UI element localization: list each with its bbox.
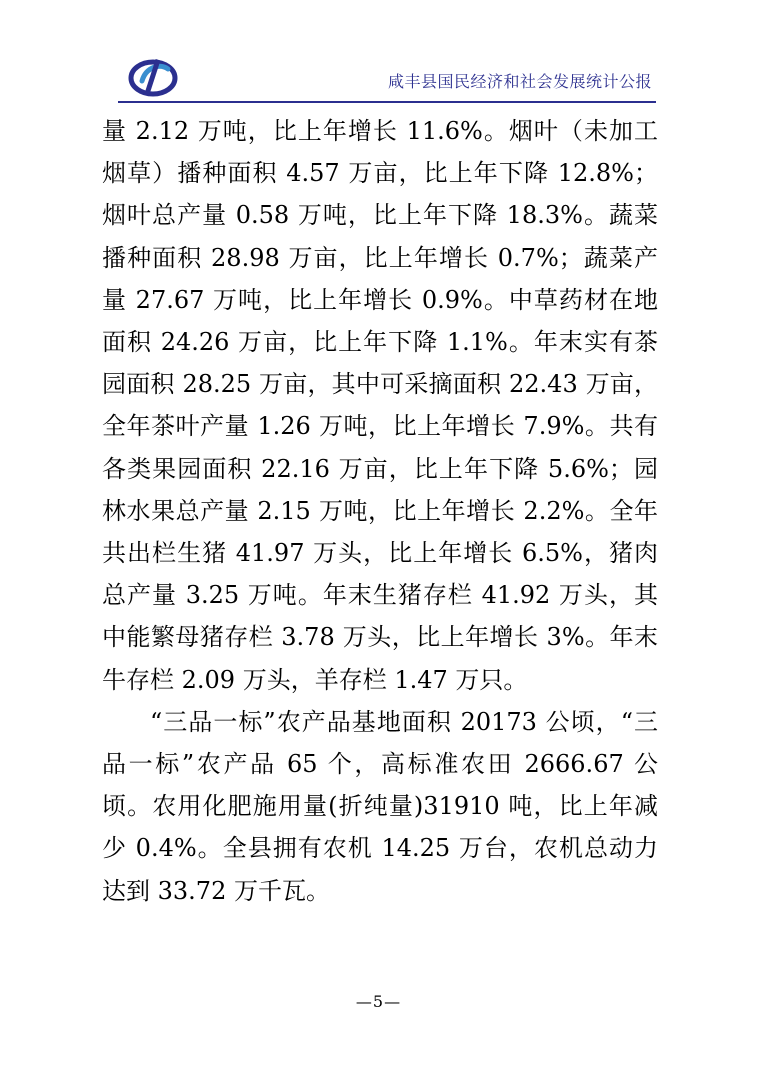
paragraph-agriculture-base: “三品一标”农产品基地面积 20173 公顷，“三品一标”农产品 65 个，高标准农田 2666.67 公顷。农用化肥施用量(折纯量)31910 吨，比上年减少 0.4%。全县拥有农机 14.25 万台，农机总动力达到 33.72 万千瓦。 [102,707,658,905]
paragraph-agriculture-output: 量 2.12 万吨，比上年增长 11.6%。烟叶（未加工烟草）播种面积 4.57 万亩，比上年下降 12.8%；烟叶总产量 0.58 万吨，比上年下降 18.3%。蔬菜播种面积 28.98 万亩，比上年增长 0.7%；蔬菜产量 27.67 万吨，比上年增长 0.9%。中草药材在地面积 24.26 万亩，比上年下降 1.1%。年末实有茶园面积 28.25 万亩，其中可采摘面积 22.43 万亩，全年茶叶产量 1.26 万吨，比上年增长 7.9%。共有各类果园面积 22.16 万亩，比上年下降 5.6%；园林水果总产量 2.15 万吨，比上年增长 2.2%。全年共出栏生猪 41.97 万头，比上年增长 6.5%，猪肉总产量 3.25 万吨。年末生猪存栏 41.92 万头，其中能繁母猪存栏 3.78 万头，比上年增长 3%。年末牛存栏 2.09 万头，羊存栏 1.47 万只。 [102,117,658,694]
page-header [118,55,656,103]
document-body [102,110,658,912]
report-title: 咸丰县国民经济和社会发展统计公报 [387,72,652,91]
header-divider [118,101,656,103]
page-number: —5— [355,992,402,1011]
statistics-bureau-logo-icon [128,55,178,99]
